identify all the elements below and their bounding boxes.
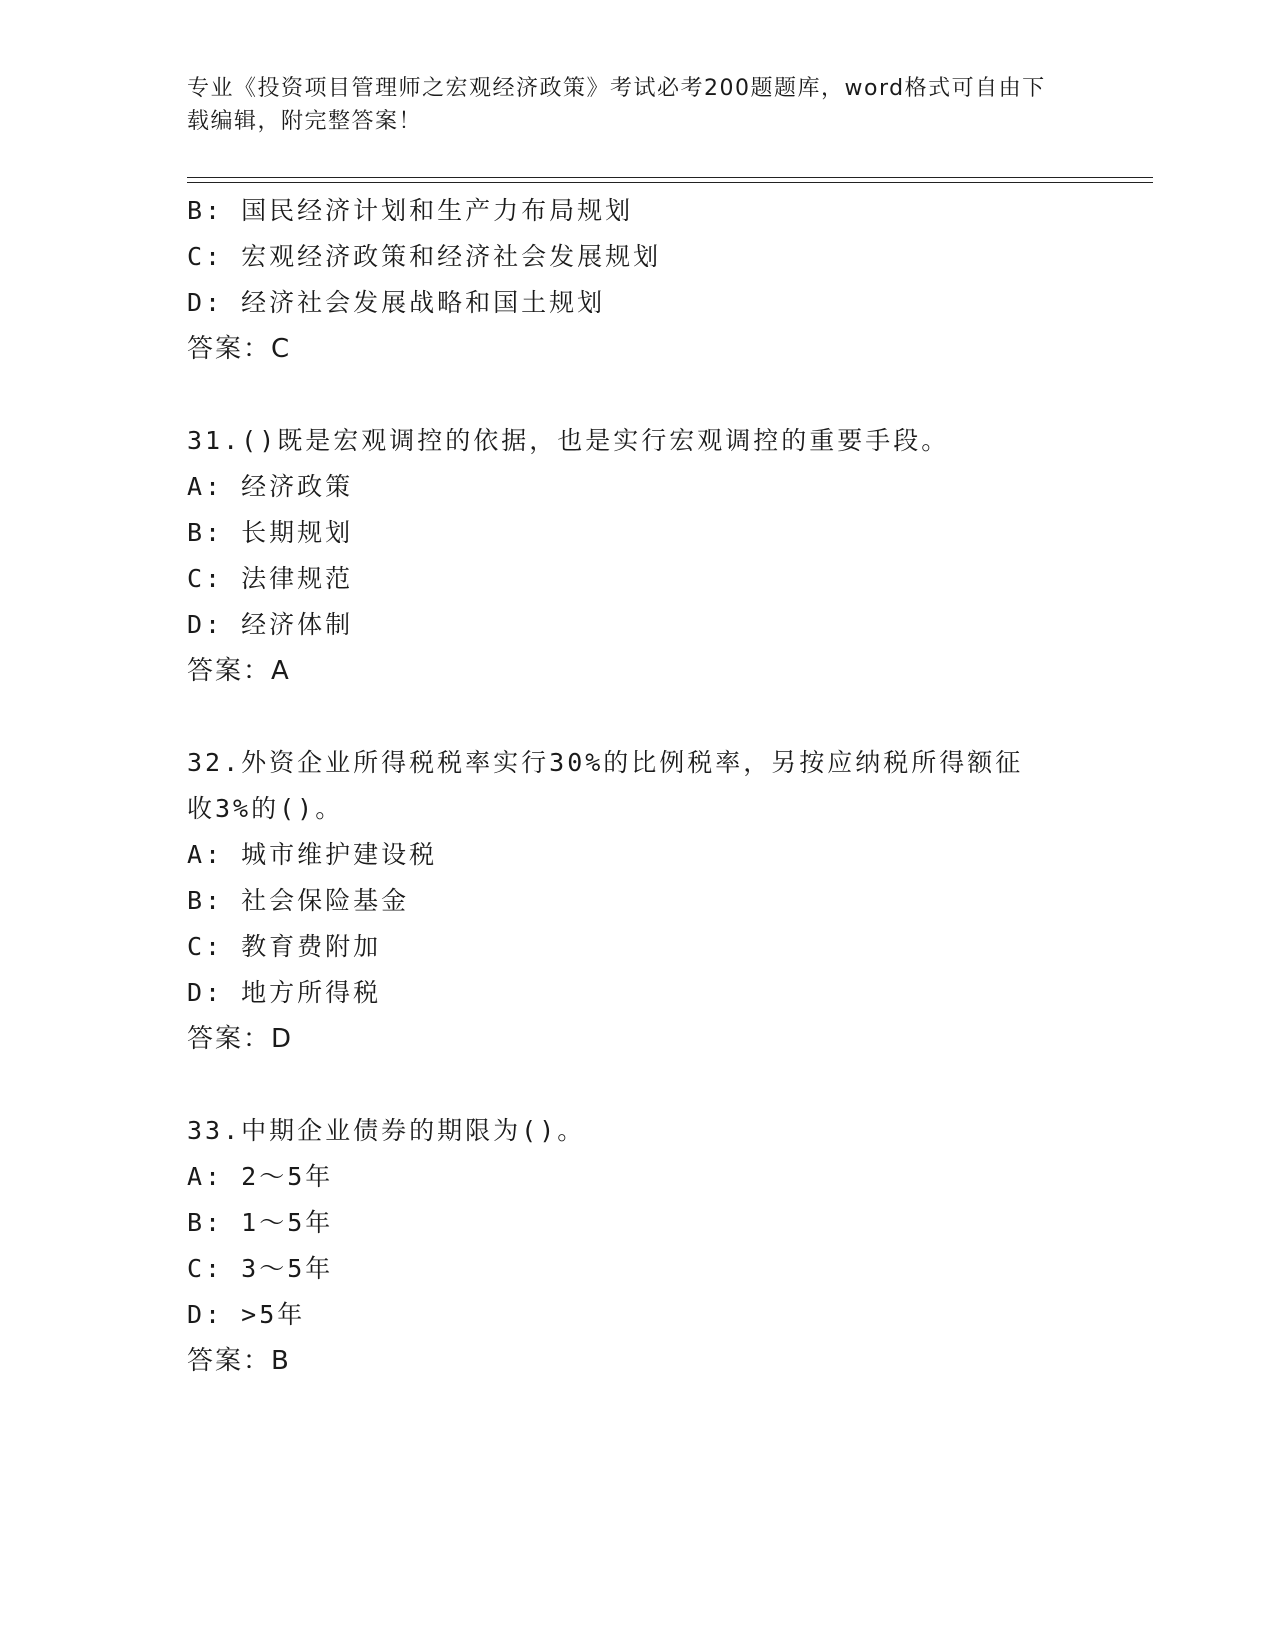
answer-line: 答案：C — [187, 334, 292, 364]
document-header: 专业《投资项目管理师之宏观经济政策》考试必考200题题库，word格式可自由下载编辑，附完整答案！ — [187, 76, 1046, 134]
option-c: C: 法律规范 — [187, 564, 354, 593]
answer-line: 答案：B — [187, 1346, 291, 1376]
question-stem: 32.外资企业所得税税率实行30%的比例税率，另按应纳税所得额征收3%的()。 — [187, 748, 1024, 823]
question-block-32 — [187, 740, 1087, 1062]
question-stem: 31.()既是宏观调控的依据，也是实行宏观调控的重要手段。 — [187, 426, 950, 455]
option-b: B: 1～5年 — [187, 1208, 334, 1237]
option-d: D: 经济体制 — [187, 610, 354, 639]
header-rule-top — [187, 177, 1153, 178]
answer-line: 答案：A — [187, 656, 291, 686]
option-b: B: 社会保险基金 — [187, 886, 410, 915]
answer-line: 答案：D — [187, 1024, 294, 1054]
option-a: A: 经济政策 — [187, 472, 354, 501]
option-c: C: 教育费附加 — [187, 932, 382, 961]
question-block-33 — [187, 1108, 1087, 1384]
option-d: D: 经济社会发展战略和国土规划 — [187, 288, 606, 317]
option-c: C: 宏观经济政策和经济社会发展规划 — [187, 242, 662, 271]
question-list — [187, 188, 1087, 1384]
question-block-continued — [187, 188, 1087, 372]
option-d: D: 地方所得税 — [187, 978, 382, 1007]
option-b: B: 长期规划 — [187, 518, 354, 547]
option-c: C: 3～5年 — [187, 1254, 334, 1283]
option-a: A: 城市维护建设税 — [187, 840, 438, 869]
option-b: B: 国民经济计划和生产力布局规划 — [187, 196, 634, 225]
question-stem: 33.中期企业债券的期限为()。 — [187, 1116, 586, 1145]
question-block-31 — [187, 418, 1087, 694]
option-a: A: 2～5年 — [187, 1162, 334, 1191]
header-rule-bottom — [187, 182, 1153, 183]
option-d: D: >5年 — [187, 1300, 306, 1329]
